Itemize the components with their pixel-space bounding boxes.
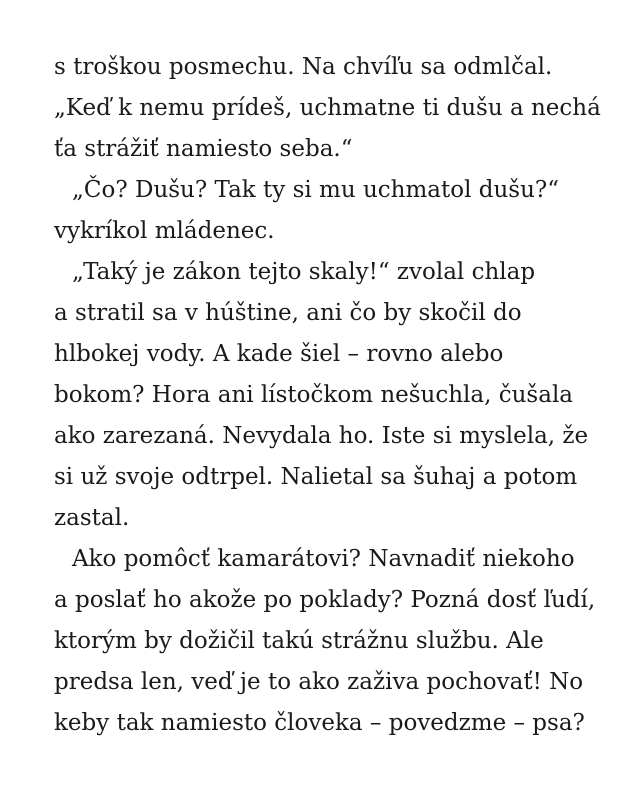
text-line: si už svoje odtrpel. Nalietal sa šuhaj a potom xyxy=(54,464,578,490)
text-line: keby tak namiesto človeka – povedzme – psa? xyxy=(54,710,585,736)
text-line: ktorým by dožičil takú strážnu službu. Ale xyxy=(54,628,544,654)
text-line: bokom? Hora ani lístočkom nešuchla, čušala xyxy=(54,382,574,408)
text-line: hlbokej vody. A kade šiel – rovno alebo xyxy=(54,341,504,367)
paragraph-start-line: Ako pomôcť kamarátovi? Navnadiť niekoho xyxy=(72,546,575,572)
paragraph-start-line: „Čo? Dušu? Tak ty si mu uchmatol dušu?“ xyxy=(72,177,560,203)
paragraph-start-line: „Taký je zákon tejto skaly!“ zvolal chlap xyxy=(72,259,536,285)
text-line: ťa strážiť namiesto seba.“ xyxy=(54,136,353,162)
text-line: a stratil sa v húštine, ani čo by skočil do xyxy=(54,300,522,326)
body-text xyxy=(54,47,614,744)
text-line: ako zarezaná. Nevydala ho. Iste si myslela, že xyxy=(54,423,589,449)
text-line: „Keď k nemu prídeš, uchmatne ti dušu a nechá xyxy=(54,95,601,121)
text-line: s troškou posmechu. Na chvíľu sa odmlčal. xyxy=(54,54,553,80)
text-line: a poslať ho akože po poklady? Pozná dosť ľudí, xyxy=(54,587,596,613)
text-line: zastal. xyxy=(54,505,130,531)
text-line: predsa len, veď je to ako zaživa pochovať! No xyxy=(54,669,584,695)
text-line: vykríkol mládenec. xyxy=(54,218,275,244)
